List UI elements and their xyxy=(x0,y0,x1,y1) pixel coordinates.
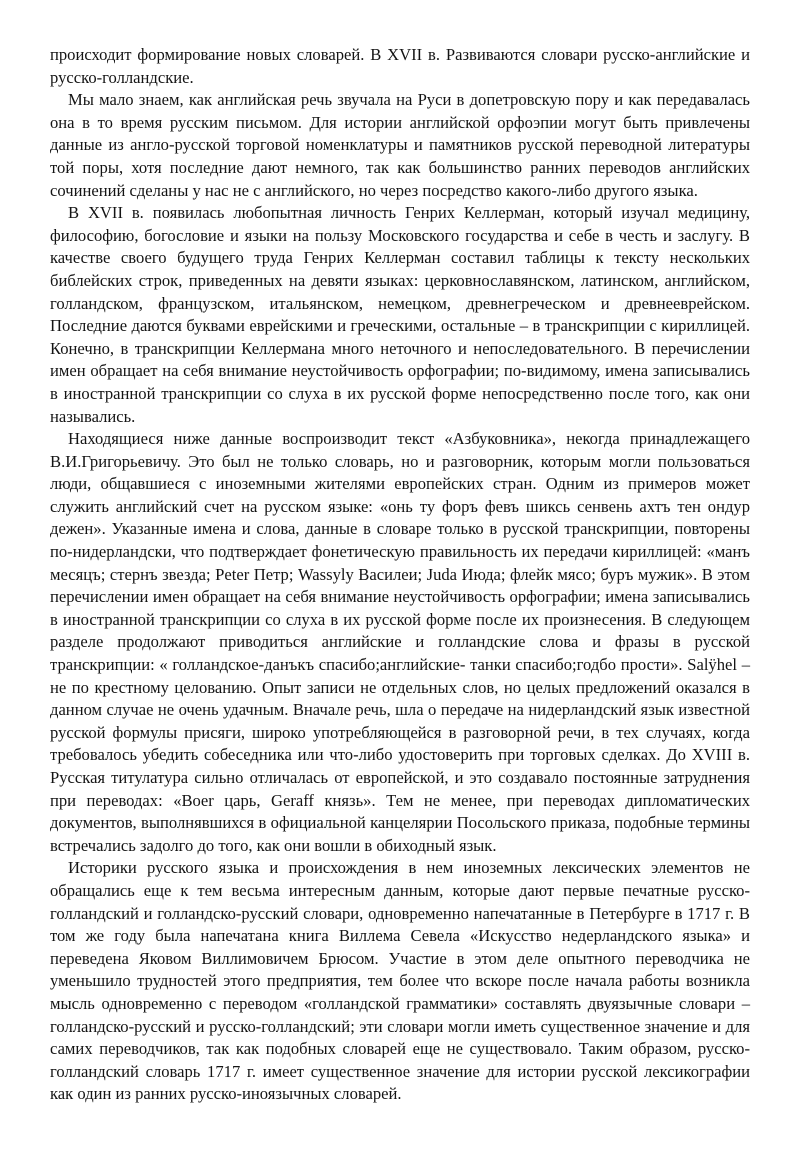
paragraph-kellerman: В XVII в. появилась любопытная личность Генрих Келлерман, который изучал медицину, философию, богословие и языки на пользу Московского государства и себе в честь и заслугу. В качестве своего будущего труда Генрих Келлерман составил таблицы к тексту нескольких библейских строк, приведенных на девяти языках: церковнославянском, латинском, английском, голландском, французском, итальянском, немецком, древнегреческом и древнееврейском. Последние даются буквами еврейскими и греческими, остальные – в транскрипции с кириллицей. Конечно, в транскрипции Келлермана много неточного и непоследовательного. В перечислении имен обращает на себя внимание неустойчивость орфографии; по-видимому, имена записывались в иностранной транскрипции со слуха в их русской форме непосредственно после того, как они назывались. xyxy=(50,203,750,426)
paragraph-dictionaries-1717: Историки русского языка и происхождения в нем иноземных лексических элементов не обращались еще к тем весьма интересным данным, которые дают первые печатные русско-голландский и голландско-русский словари, одновременно напечатанные в Петербурге в 1717 г. В том же году была напечатана книга Виллема Севела «Искусство недерландского языка» и переведена Яковом Виллимовичем Брюсом. Участие в этом деле опытного переводчика не уменьшило трудностей этого предприятия, тем более что вскоре после начала работы возникла мысль одновременно с переводом «голландской грамматики» составлять двуязычные словари – голландско-русский и русско-голландский; эти словари могли иметь существенное значение и для самих переводчиков, так как подобных словарей еще не существовало. Таким образом, русско-голландский словарь 1717 г. имеет существенное значение для истории русской лексикографии как один из ранних русско-иноязычных словарей. xyxy=(50,858,750,1104)
paragraph-continuation: происходит формирование новых словарей. В XVII в. Развиваются словари русско-английские и русско-голландские. xyxy=(50,45,750,87)
paragraph-english-speech: Мы мало знаем, как английская речь звучала на Руси в допетровскую пору и как передавалась она в то время русским письмом. Для истории английской орфоэпии могут быть привлечены данные из англо-русской торговой номенклатуры и памятников русской переводной литературы той поры, хотя последние дают немного, так как большинство ранних переводов английских сочинений сделаны у нас не с английского, но через посредство какого-либо другого языка. xyxy=(50,90,750,200)
paragraph-azbukovnik: Находящиеся ниже данные воспроизводит текст «Азбуковника», некогда принадлежащего В.И.Григорьевичу. Это был не только словарь, но и разговорник, которым могли пользоваться люди, общавшиеся с иноземными жителями европейских стран. Одним из примеров может служить английский счет на русском языке: «онь ту форъ февъ шиксь сенвень ахтъ тен ондур дежен». Указанные имена и слова, данные в словаре только в русской транскрипции, повторены по-нидерландски, что подтверждает фонетическую правильность их передачи кириллицей: «манъ месяцъ; стернъ звезда; Peter Петр; Wassyly Василеи; Juda Июда; флейк мясо; буръ мужик». В этом перечислении имен обращает на себя внимание неустойчивость орфографии; имена записывались в иностранной транскрипции со слуха в их русской форме после их произнесения. В следующем разделе продолжают приводиться английские и голландские слова и фразы в русской транскрипции: « голландское-данъкъ спасибо;английские- танки спасибо;годбо прости». Salÿhel – не по крестному целованию. Опыт записи не отдельных слов, но целых предложений оказался в данном случае не очень удачным. Вначале речь, шла о передаче на нидерландский язык известной русской формулы присяги, широко употребляющейся в разговорной речи, в тех случаях, когда требовалось убедить собеседника или что-либо удостоверить при торговых сделках. До XVIII в. Русская титулатура сильно отличалась от европейской, и это создавало постоянные затруднения при переводах: «Boer царь, Geraff князь». Тем не менее, при переводах дипломатических документов, выполнявшихся в официальной канцелярии Посольского приказа, подобные термины встречались задолго до того, как они вошли в обиходный язык. xyxy=(50,429,750,855)
document-page xyxy=(50,44,750,1106)
